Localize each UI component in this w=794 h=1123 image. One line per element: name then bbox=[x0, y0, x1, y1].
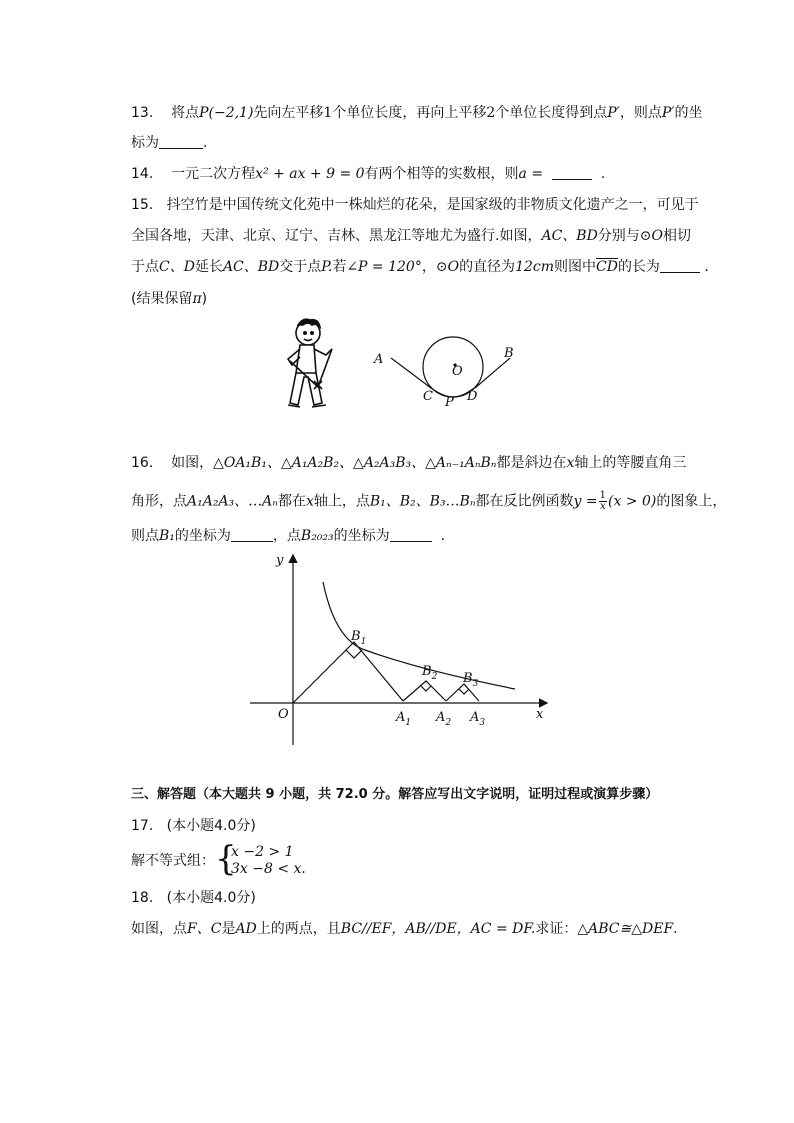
triangle-oa1b1 bbox=[293, 642, 403, 703]
q17-header: 17. (本小题4.0分) bbox=[131, 818, 256, 834]
diabolo-player-illustration bbox=[288, 319, 332, 407]
right-angle-mark-2 bbox=[421, 686, 431, 691]
q17-number: 17. bbox=[131, 818, 154, 834]
q16-graph bbox=[240, 550, 560, 750]
q15-line3: 于点C、D延长AC、BD交于点P.若∠P = 120°，⊙O的直径为12cm则图中$\overline{CD}$的长为 . bbox=[131, 259, 709, 275]
q16-line3: 则点B₁的坐标为 ，点B₂₀₂₃的坐标为 . bbox=[131, 528, 446, 544]
q18-header: 18. (本小题4.0分) bbox=[131, 890, 256, 906]
q16-number: 16. bbox=[131, 455, 154, 471]
label-b: B bbox=[504, 346, 514, 361]
label-a2: $A_2$ bbox=[436, 710, 452, 728]
answer-blank[interactable] bbox=[231, 527, 273, 542]
fraction: $\frac{1}{x}$ bbox=[599, 490, 606, 512]
label-x: x bbox=[536, 707, 544, 722]
label-origin: O bbox=[278, 707, 289, 722]
answer-blank[interactable] bbox=[159, 134, 203, 149]
q15-number: 15. bbox=[131, 197, 154, 213]
brace: { bbox=[215, 839, 237, 879]
label-b3: $B_3$ bbox=[463, 671, 479, 689]
label-c: C bbox=[423, 389, 433, 404]
label-b1: $B_1$ bbox=[351, 629, 367, 647]
right-angle-mark-3 bbox=[459, 689, 469, 694]
tangent-circle-diagram bbox=[391, 337, 510, 397]
q16-line1: 16. 如图，△OA₁B₁、△A₁A₂B₂、△A₂A₃B₃、△Aₙ₋₁AₙBₙ都是斜边在x轴上的等腰直角三 bbox=[131, 455, 687, 471]
q14-number: 14. bbox=[131, 166, 154, 182]
section3-title: 三、解答题（本大题共 9 小题，共 72.0 分。解答应写出文字说明，证明过程或演算步骤） bbox=[131, 787, 659, 802]
label-d: D bbox=[467, 389, 478, 404]
q13-line2: 标为 . bbox=[131, 135, 208, 151]
triangle-a1a2b2 bbox=[403, 681, 446, 701]
q15-line2: 全国各地，天津、北京、辽宁、吉林、黑龙江等地尤为盛行.如图，AC、BD分别与⊙O相切 bbox=[131, 228, 692, 244]
line-bd bbox=[475, 358, 510, 388]
label-o: O bbox=[452, 364, 463, 379]
q18-number: 18. bbox=[131, 890, 154, 906]
line-ac bbox=[391, 358, 431, 388]
label-b2: $B_2$ bbox=[422, 664, 438, 682]
q13-number: 13. bbox=[131, 105, 154, 121]
answer-blank[interactable] bbox=[552, 165, 592, 180]
label-a3: $A_3$ bbox=[470, 710, 486, 728]
label-p: P bbox=[445, 395, 454, 410]
answer-blank[interactable] bbox=[390, 527, 432, 542]
label-a: A bbox=[374, 352, 384, 367]
q15-figure bbox=[270, 315, 530, 415]
q15-line1: 15. 抖空竹是中国传统文化苑中一株灿烂的花朵，是国家级的非物质文化遗产之一，可见于 bbox=[131, 197, 699, 213]
answer-blank[interactable] bbox=[660, 258, 700, 273]
right-angle-mark-1 bbox=[346, 650, 362, 658]
label-a1: $A_1$ bbox=[396, 710, 412, 728]
q15-line4: (结果保留π) bbox=[131, 291, 208, 307]
label-y: y bbox=[276, 553, 284, 568]
q16-line2: 角形，点A₁A₂A₃、…Aₙ都在x轴上，点B₁、B₂、B₃…Bₙ都在反比例函数y = $\frac{1}{x}$ (x > 0)的图象上， bbox=[131, 490, 727, 512]
q18-body: 如图，点F、C是AD上的两点，且BC//EF，AB//DE，AC = DF.求证：△ABC≅△DEF. bbox=[131, 921, 678, 937]
q14-line: 14. 一元二次方程x² + ax + 9 = 0有两个相等的实数根，则a = . bbox=[131, 166, 606, 182]
q13-line1: 13. 将点P(−2,1)先向左平移1个单位长度，再向上平移2个单位长度得到点P′，则点P′的坐 bbox=[131, 105, 703, 121]
